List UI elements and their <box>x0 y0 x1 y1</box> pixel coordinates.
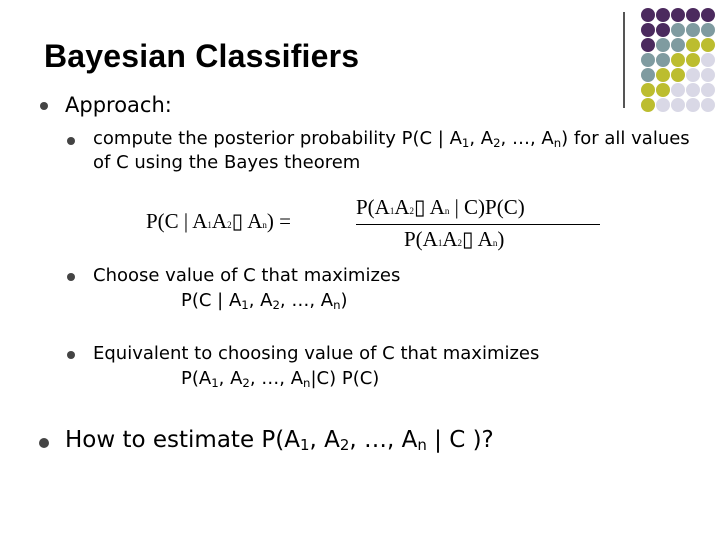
slide-title: Bayesian Classifiers <box>44 38 360 74</box>
sub-bullet-posterior-line1: compute the posterior probability P(C | $A_1$, $A_2$, …, $A_n$) for all values <box>93 128 690 150</box>
sub-bullet-maximize-line2: P(C | $A_1$, $A_2$, …, $A_n$) <box>181 290 348 312</box>
decorative-dot <box>686 38 700 52</box>
bullet-dot <box>40 102 48 110</box>
formula-fraction-bar <box>356 224 600 225</box>
decorative-dot <box>656 68 670 82</box>
decorative-dot <box>701 83 715 97</box>
decorative-dot <box>641 8 655 22</box>
formula-numerator: P(A1A2▯ An | C)P(C) <box>356 195 525 219</box>
decorative-dot <box>686 8 700 22</box>
decorative-dot <box>701 53 715 67</box>
divider-line <box>623 12 625 108</box>
decorative-dot <box>671 53 685 67</box>
decorative-dot <box>701 98 715 112</box>
decorative-dot <box>671 38 685 52</box>
decorative-dot <box>641 68 655 82</box>
decorative-dot <box>701 8 715 22</box>
decorative-dot <box>701 68 715 82</box>
bullet-dot <box>39 438 49 448</box>
decorative-dot <box>656 53 670 67</box>
decorative-dot <box>671 83 685 97</box>
bullet-approach: Approach: <box>65 93 172 117</box>
decorative-dot <box>656 8 670 22</box>
decorative-dot-grid <box>641 8 720 112</box>
sub-bullet-equivalent-line2: $P(A_1$, $A_2$, …, $A_n|C$) P(C) <box>181 368 380 390</box>
decorative-dot <box>671 8 685 22</box>
sub-bullet-dot <box>67 351 75 359</box>
sub-bullet-dot <box>67 273 75 281</box>
decorative-dot <box>656 38 670 52</box>
decorative-dot <box>701 23 715 37</box>
decorative-dot <box>641 83 655 97</box>
sub-bullet-posterior-line2: of C using the Bayes theorem <box>93 152 361 173</box>
decorative-dot <box>686 23 700 37</box>
decorative-dot <box>701 38 715 52</box>
decorative-dot <box>641 23 655 37</box>
formula-lhs: P(C | A1A2▯ An) = <box>146 209 291 233</box>
decorative-dot <box>641 53 655 67</box>
decorative-dot <box>656 83 670 97</box>
sub-bullet-dot <box>67 137 75 145</box>
decorative-dot <box>686 53 700 67</box>
sub-bullet-maximize-line1: Choose value of C that maximizes <box>93 265 401 286</box>
decorative-dot <box>641 98 655 112</box>
decorative-dot <box>641 38 655 52</box>
decorative-dot <box>656 23 670 37</box>
decorative-dot <box>671 23 685 37</box>
decorative-dot <box>671 68 685 82</box>
sub-bullet-equivalent-line1: Equivalent to choosing value of C that maximizes <box>93 343 540 364</box>
bayes-formula <box>146 195 600 257</box>
decorative-dot <box>671 98 685 112</box>
decorative-dot <box>656 98 670 112</box>
decorative-dot <box>686 83 700 97</box>
decorative-dot <box>686 68 700 82</box>
decorative-dot <box>686 98 700 112</box>
formula-denominator: P(A1A2▯ An) <box>404 227 505 251</box>
bullet-how-to-estimate: How to estimate $P(A_1$, $A_2$, …, $A_n$ | C )? <box>65 427 494 454</box>
